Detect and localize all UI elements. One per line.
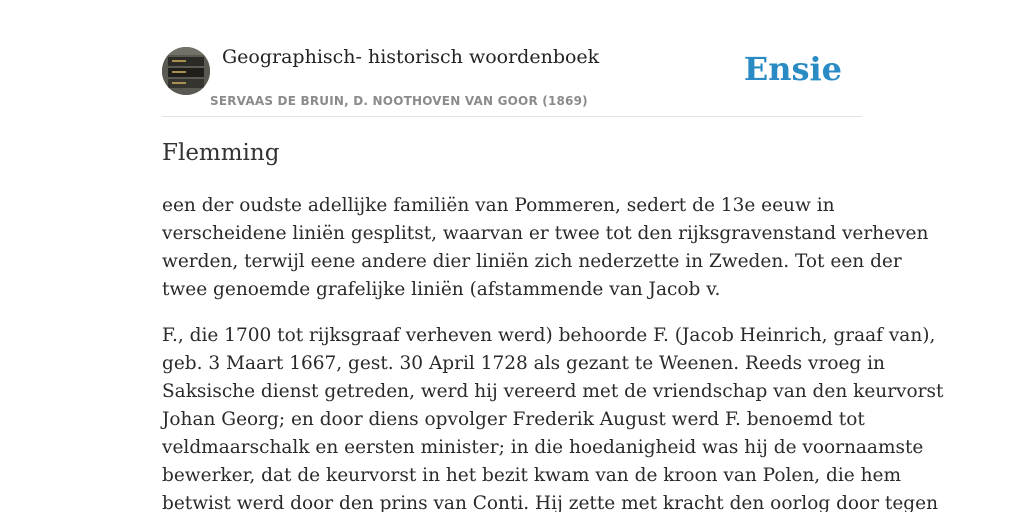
book-title-link[interactable]: Geographisch- historisch woordenboek	[222, 46, 600, 68]
text-line: Johan Georg; en door diens opvolger Frederik August werd F. benoemd tot	[162, 409, 865, 430]
text-line: twee genoemde grafelijke liniën (afstammende van Jacob v.	[162, 279, 721, 300]
entry-paragraph	[162, 322, 944, 512]
text-line: een der oudste adellijke familiën van Pommeren, sedert de 13e eeuw in	[162, 195, 835, 216]
text-line: veldmaarschalk en eersten minister; in die hoedanigheid was hij de voornaamste	[162, 437, 924, 458]
text-line: verscheidene liniën gesplitst, waarvan er twee tot den rijksgravenstand verheven	[162, 223, 929, 244]
text-line: geb. 3 Maart 1667, gest. 30 April 1728 als gezant te Weenen. Reeds vroeg in	[162, 353, 885, 374]
text-line: betwist werd door den prins van Conti. Hij zette met kracht den oorlog door tegen	[162, 493, 939, 512]
entry-content	[162, 192, 944, 512]
entry-title: Flemming	[162, 140, 280, 166]
text-line: F., die 1700 tot rijksgraaf verheven werd) behoorde F. (Jacob Heinrich, graaf van),	[162, 325, 936, 346]
ensie-logo-link[interactable]: Ensie	[743, 50, 842, 88]
book-cover-thumbnail-icon	[162, 47, 210, 95]
text-line: werden, terwijl eene andere dier liniën zich nederzette in Zweden. Tot een der	[162, 251, 902, 272]
book-cover-avatar[interactable]	[162, 47, 210, 95]
book-header	[162, 40, 862, 117]
entry-paragraph	[162, 192, 929, 304]
text-line: bewerker, dat de keurvorst in het bezit kwam van de kroon van Polen, die hem	[162, 465, 902, 486]
book-authors: SERVAAS DE BRUIN, D. NOOTHOVEN VAN GOOR (1869)	[210, 94, 588, 108]
text-line: Saksische dienst getreden, werd hij vereerd met de vriendschap van den keurvorst	[162, 381, 944, 402]
